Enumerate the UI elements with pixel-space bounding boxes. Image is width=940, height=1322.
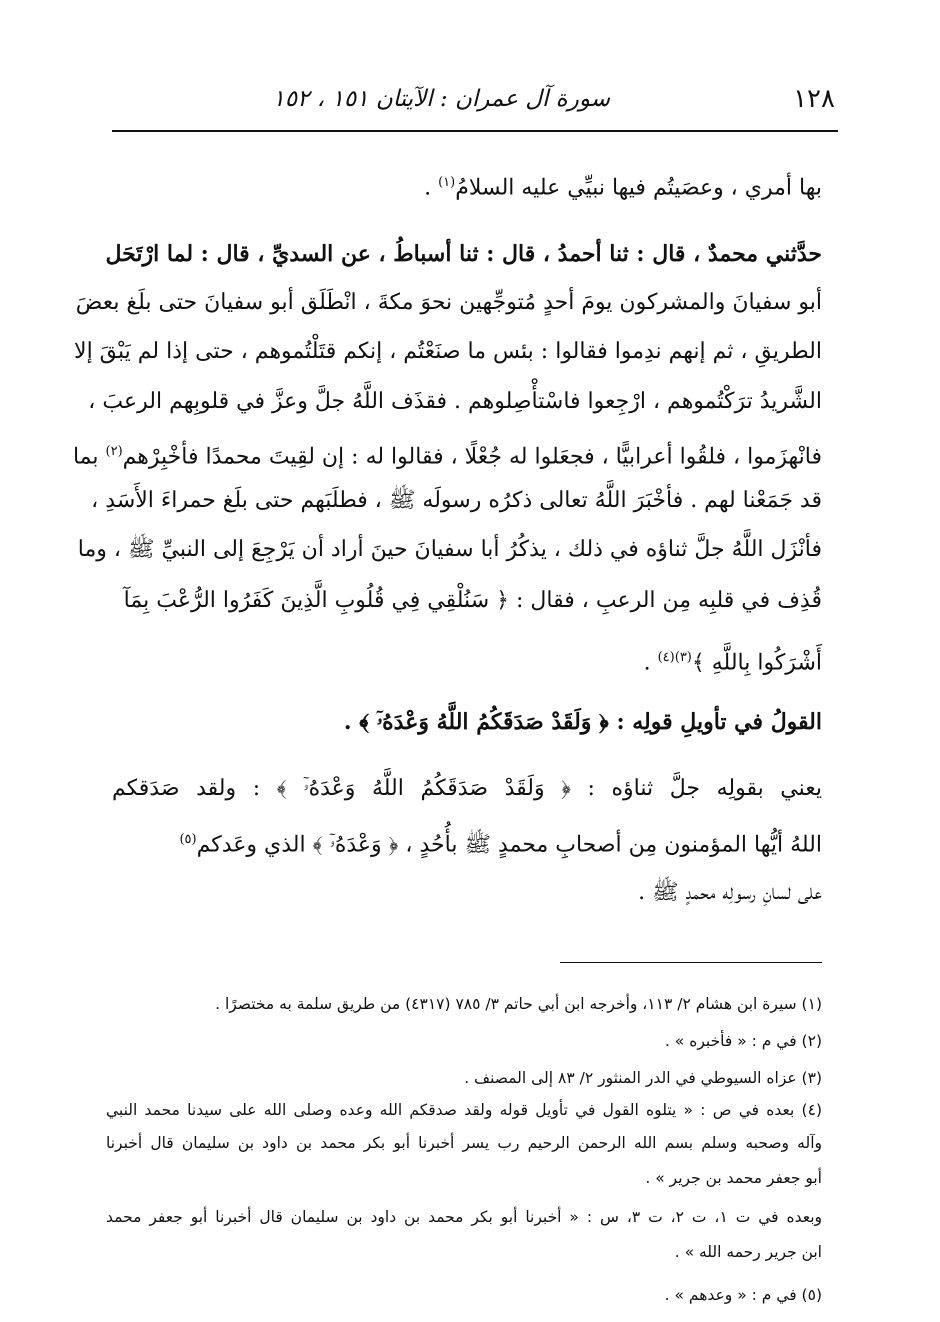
footnote-4-line-1: (٤) بعده في ص : « يتلوه القول في تأويل قوله ولقد صدقكم الله وعده وصلى الله على سيدنا محمد النبي [106, 1101, 822, 1119]
body-line-3: أبو سفيانَ والمشركون يومَ أحدٍ مُتوجِّهين نحوَ مكةَ ، انْطَلَق أبو سفيانَ حتى بلَغ بعضَ [75, 290, 822, 315]
body-line-8: فأنْزَل اللَّهُ جلَّ ثناؤه في ذلك ، يذكُرُ أبا سفيانَ حينَ أراد أن يَرْجِعَ إلى النبيِّ ﷺ ، وما [77, 537, 822, 562]
body-line-10: أَشْرَكُوا بِاللَّهِ ﴾$^{(٣)(٤)}$ . [643, 650, 822, 676]
quran-quote-end: أَشْرَكُوا بِاللَّهِ ﴾ [691, 650, 822, 676]
footnote-1: (١) سيرة ابن هشام ٢/ ١١٣، وأخرجه ابن أبي حاتم ٣/ ٧٨٥ (٤٣١٧) من طريق سلمة به مختصرًا . [215, 995, 822, 1013]
page-header [115, 84, 835, 124]
footnote-mark-3-4: (٣)(٤) [657, 650, 692, 665]
body-line-7: قد جَمَعْنا لهم . فأخْبَرَ اللَّهُ تعالى ذكرُه رسولَه ﷺ ، فطلَبَهم حتى بلَغ حمراءَ الأَسَدِ ، [91, 488, 822, 513]
body-line-5: الشَّريدُ ترَكْتُموهم ، ارْجِعوا فاسْتأْصِلوهم . فقذَف اللَّهُ جلَّ وعزَّ في قلوبِهم الرعبَ ، [88, 389, 822, 414]
tafsir-line-2: اللهُ أيُّها المؤمنون مِن أصحابِ محمدٍ ﷺ بأُحُدٍ ، ﴿ وَعْدَهُۥٓ ﴾ الذي وعَدكم$^{(٥)}$ [179, 832, 822, 858]
body-line-6: فانْهزَموا ، فلقُوا أعرابيًّا ، فجعَلوا له جُعْلًا ، فقالوا له : إن لقِيتَ محمدًا فأخْبِرْهم$^{(٢)}$ بما [72, 444, 822, 470]
footnote-mark-1: (١) [438, 175, 456, 190]
section-heading: القولُ في تأويلِ قولِه : ﴿ وَلَقَدْ صَدَقَكُمُ اللَّهُ وَعْدَهُۥٓ ﴾ . [343, 709, 822, 735]
footnote-2: (٢) في م : « فأخبره » . [664, 1032, 822, 1050]
body-line-2: حدَّثني محمدٌ ، قال : ثنا أحمدُ ، قال : ثنا أسباطُ ، عن السديِّ ، قال : لما ارْتَحَل [105, 241, 822, 267]
body-line-9: قُذِف في قلبِه مِن الرعبِ ، فقال : ﴿ سَنُلْقِي فِي قُلُوبِ الَّذِينَ كَفَرُوا الرُّعْبَ بِمَآ [123, 588, 822, 613]
body-line-4: الطريقِ ، ثم إنهم ندِموا فقالوا : بئس ما صنَعْتُم ، إنكم قتَلْتُموهم ، حتى إذا لم يَبْقَ إلا [74, 339, 822, 364]
footnote-mark-2: (٢) [105, 444, 123, 459]
footnote-3: (٣) عزاه السيوطي في الدر المنثور ٢/ ٨٣ إلى المصنف . [464, 1069, 822, 1087]
footnote-4-line-2: وآله وصحبه وسلم بسم الله الرحمن الرحيم رب يسر أخبرنا أبو بكر محمد بن داود بن سليمان قال أخبرنا [106, 1134, 822, 1152]
footnote-4-line-4: وبعده في ت ١، ت ٢، ت ٣، س : « أخبرنا أبو بكر محمد بن داود بن سليمان قال أخبرنا أبو جعفر محمد [106, 1208, 823, 1226]
tafsir-line-1: يعني بقولِه جلَّ ثناؤه : ﴿ وَلَقَدْ صَدَقَكُمُ اللَّهُ وَعْدَهُۥٓ ﴾ : ولقد صَدَقكم [112, 776, 822, 801]
footnote-4-line-3: أبو جعفر محمد بن جرير » . [645, 1169, 822, 1187]
footnote-mark-5: (٥) [179, 832, 197, 847]
footnote-rule [560, 962, 822, 963]
body-line-1: بها أمري ، وعصَيتُم فيها نبيِّي عليه السلامُ$^{(١)}$ . [424, 175, 822, 201]
page-number: ١٢٨ [793, 84, 835, 114]
tafsir-line-3: على لسانِ رسولِه محمدٍ ﷺ . [638, 880, 822, 905]
quran-quote: ﴿ سَنُلْقِي فِي قُلُوبِ الَّذِينَ كَفَرُوا الرُّعْبَ بِمَآ [123, 588, 510, 613]
footnote-4-line-5: ابن جرير رحمه الله » . [674, 1243, 822, 1261]
running-title: سورة آل عمران : الآيتان ١٥١ ، ١٥٢ [272, 86, 610, 112]
header-rule [112, 130, 838, 132]
footnote-5: (٥) في م : « وعدهم » . [664, 1286, 822, 1304]
